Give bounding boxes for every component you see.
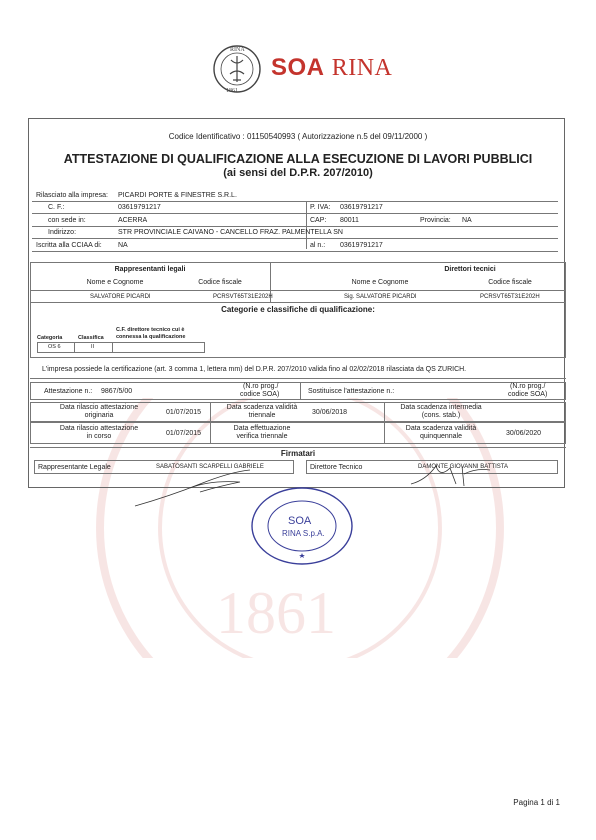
brand-soa: SOA	[271, 54, 325, 81]
page-number: Pagina 1 di 1	[513, 798, 560, 807]
rappresentanti-title: Rappresentanti legali	[114, 266, 186, 273]
rilascio-orig-line1: Data rilascio attestazione	[59, 404, 139, 411]
attestazione-nro-prog-line1: (N.ro prog./	[243, 383, 279, 390]
attestazione-nro-prog-line2: codice SOA)	[240, 391, 280, 398]
categoria-value: OS 6	[48, 344, 61, 350]
effettuazione-line2: verifica triennale	[236, 433, 288, 440]
direttore-cf: PCRSVT65T31E202H	[480, 294, 540, 300]
piva-label: P. IVA:	[310, 204, 331, 211]
brand-name	[271, 54, 392, 82]
indirizzo-value: STR PROVINCIALE CAIVANO - CANCELLO FRAZ. PALMENTELLA SN	[118, 229, 343, 236]
scadenza-trien-line2: triennale	[248, 412, 276, 419]
cf-value: 03619791217	[118, 204, 161, 211]
sostituisce-nro-prog-line1: (N.ro prog./	[510, 383, 546, 390]
categorie-col-cf-line2: connessa la qualificazione	[116, 334, 186, 340]
categorie-title: Categorie e classifiche di qualificazione:	[221, 305, 375, 314]
effettuazione-line1: Data effettuazione	[233, 425, 291, 432]
cciaa-value: NA	[118, 242, 128, 249]
direttori-col-cf: Codice fiscale	[488, 279, 532, 286]
scadenza-inter-line2: (cons. stab.)	[421, 412, 461, 419]
stamp-rina: RINA S.p.A.	[282, 529, 325, 538]
scadenza-trien-value: 30/06/2018	[312, 409, 348, 416]
sostituisce-nro-prog-line2: codice SOA)	[508, 391, 548, 398]
soa-rina-stamp-icon	[250, 486, 354, 566]
cap-value: 80011	[340, 217, 359, 224]
scadenza-quin-line2: quinquennale	[419, 433, 463, 440]
brand-rina: RINA	[331, 55, 393, 81]
piva-value: 03619791217	[340, 204, 383, 211]
direttore-nome: Sig. SALVATORE PICARDI	[344, 294, 417, 300]
rilascio-corso-line2: in corso	[86, 433, 112, 440]
signature-direttore-icon	[406, 460, 496, 490]
scadenza-quin-value: 30/06/2020	[506, 430, 542, 437]
codice-identificativo: Codice Identificativo : 01150540993 ( Autorizzazione n.5 del 09/11/2000 )	[168, 132, 428, 141]
attestazione-n-label: Attestazione n.:	[44, 388, 93, 395]
sostituisce-label: Sostituisce l'attestazione n.:	[308, 388, 395, 395]
svg-text:RINA: RINA	[230, 47, 245, 53]
svg-text:1861: 1861	[226, 88, 238, 94]
cap-label: CAP:	[310, 217, 327, 224]
firmatari-title: Firmatari	[280, 449, 316, 458]
firmatario-rappr-value: SABATOSANTI SCARPELLI GABRIELE	[156, 464, 264, 470]
rappresentanti-col-cf: Codice fiscale	[198, 279, 242, 286]
provincia-value: NA	[462, 217, 472, 224]
direttori-col-nome: Nome e Cognome	[351, 279, 409, 286]
direttori-title: Direttori tecnici	[444, 266, 496, 273]
certificazione-text: L'impresa possiede la certificazione (art. 3 comma 1, lettera mm) del D.P.R. 207/2010 valida fino al 02/02/2018 rilasciata da QS ZURICH.	[42, 366, 467, 373]
cciaa-label: Iscritta alla CCIAA di:	[36, 242, 102, 249]
sede-label: con sede in:	[48, 217, 86, 224]
sede-value: ACERRA	[118, 217, 148, 224]
rilascio-corso-value: 01/07/2015	[166, 430, 202, 437]
document-subtitle: (ai sensi del D.P.R. 207/2010)	[223, 167, 373, 179]
rilascio-corso-line1: Data rilascio attestazione	[59, 425, 139, 432]
scadenza-quin-line1: Data scadenza validità	[405, 425, 477, 432]
aln-label: al n.:	[310, 242, 326, 249]
watermark-year: 1861	[216, 580, 336, 646]
rilasciato-value: PICARDI PORTE & FINESTRE S.R.L.	[118, 192, 237, 199]
stamp-soa: SOA	[288, 515, 312, 527]
indirizzo-label: Indirizzo:	[48, 229, 77, 236]
cf-label: C. F.:	[48, 204, 65, 211]
scadenza-inter-line1: Data scadenza intermedia	[400, 404, 482, 411]
categorie-col-categoria: Categoria	[37, 335, 63, 341]
categorie-col-cf-line1: C.F. direttore tecnico cui è	[116, 327, 185, 333]
document-title: ATTESTAZIONE DI QUALIFICAZIONE ALLA ESECUZIONE DI LAVORI PUBBLICI	[63, 152, 533, 166]
attestazione-n-value: 9867/5/00	[101, 388, 133, 395]
classifica-value: II	[91, 344, 95, 350]
rappresentante-nome: SALVATORE PICARDI	[90, 294, 151, 300]
rappresentante-cf: PCRSVT65T31E202H	[213, 294, 273, 300]
rilascio-orig-line2: originaria	[84, 412, 114, 419]
rilasciato-label: Rilasciato alla impresa:	[36, 192, 108, 199]
provincia-label: Provincia:	[420, 217, 451, 224]
scadenza-trien-line1: Data scadenza validità	[226, 404, 298, 411]
rappresentanti-col-nome: Nome e Cognome	[86, 279, 144, 286]
firmatario-dir-label: Direttore Tecnico	[310, 464, 363, 471]
aln-value: 03619791217	[340, 242, 383, 249]
categorie-col-classifica: Classifica	[78, 335, 104, 341]
rilascio-orig-value: 01/07/2015	[166, 409, 202, 416]
firmatario-dir-value: DAMONTE GIOVANNI BATTISTA	[418, 464, 509, 470]
firmatario-rappr-label: Rappresentante Legale	[38, 464, 111, 471]
categorie-row	[37, 342, 205, 353]
